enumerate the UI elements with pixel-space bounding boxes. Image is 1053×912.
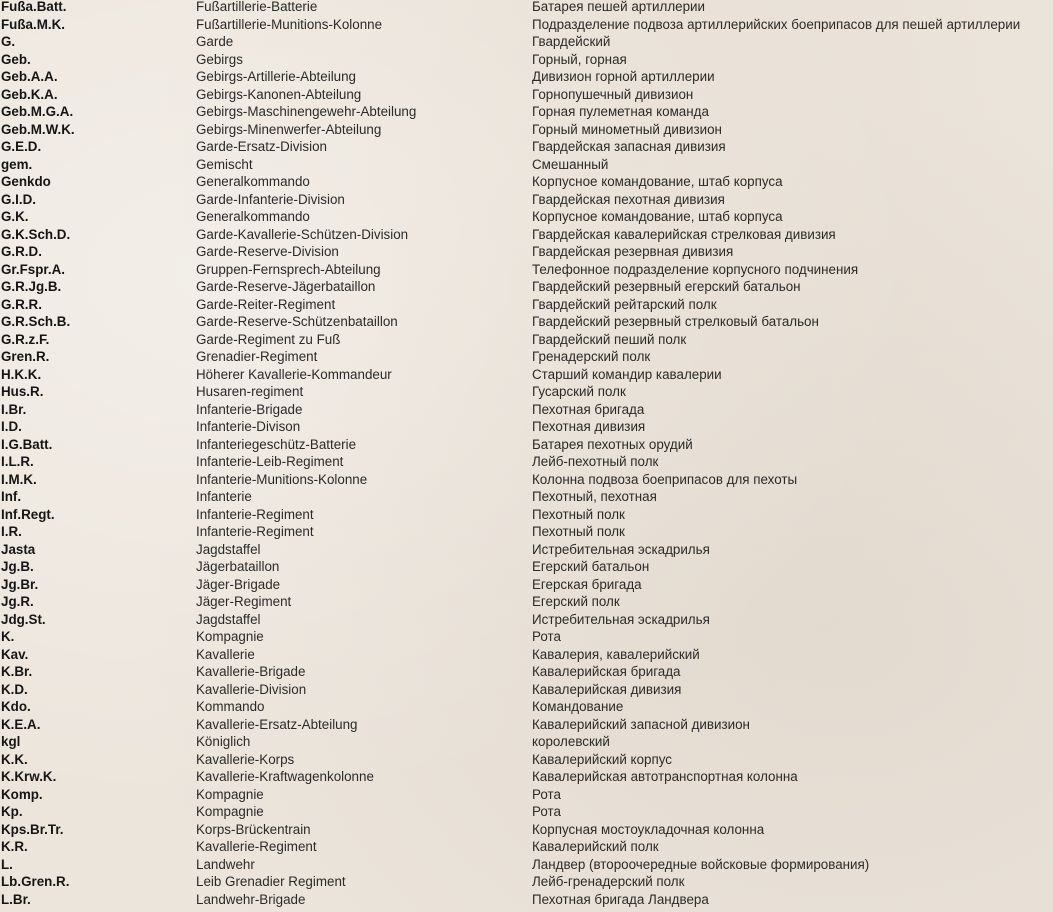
table-row <box>0 313 1053 331</box>
table-row <box>0 191 1053 209</box>
table-row <box>0 0 1053 16</box>
table-row <box>0 208 1053 226</box>
german-term-cell: Kavallerie-Kraftwagenkolonne <box>196 769 374 784</box>
abbreviation-cell: Genkdo <box>1 174 51 189</box>
abbreviation-cell: Jg.R. <box>1 594 34 609</box>
table-row <box>0 506 1053 524</box>
table-row <box>0 803 1053 821</box>
russian-translation-cell: Кавалерийская бригада <box>532 664 681 679</box>
russian-translation-cell: Батарея пешей артиллерии <box>532 0 706 14</box>
russian-translation-cell: Рота <box>532 786 561 802</box>
german-term-cell: Fußartillerie-Munitions-Kolonne <box>196 16 383 32</box>
abbreviation-cell: Inf. <box>1 489 22 504</box>
table-row <box>0 16 1053 34</box>
german-term-cell: Jagdstaffel <box>196 541 261 557</box>
german-term-cell: Landwehr <box>196 856 255 872</box>
table-row <box>0 733 1053 751</box>
abbreviation-cell: Geb. <box>1 51 31 67</box>
table-row <box>0 121 1053 139</box>
table-row <box>0 436 1053 454</box>
abbreviation-cell: K.R. <box>1 839 28 854</box>
german-term-cell: Kavallerie-Division <box>196 681 307 697</box>
german-term-cell: Jäger-Regiment <box>196 594 292 609</box>
russian-translation-cell: Гвардейская пехотная дивизия <box>532 191 725 207</box>
table-row <box>0 611 1053 629</box>
table-row <box>0 716 1053 734</box>
table-row <box>0 663 1053 681</box>
russian-translation-cell: Гвардейский резервный стрелковый батальон <box>532 314 819 329</box>
abbreviation-cell: K.K. <box>1 751 28 767</box>
german-term-cell: Garde <box>196 34 234 49</box>
german-term-cell: Königlich <box>196 734 251 749</box>
russian-translation-cell: Пехотный полк <box>532 506 625 522</box>
abbreviation-cell: Fußa.M.K. <box>1 16 65 32</box>
abbreviation-cell: Kdo. <box>1 699 31 714</box>
russian-translation-cell: Дивизион горной артиллерии <box>532 69 715 84</box>
german-term-cell: Garde-Kavallerie-Schützen-Division <box>196 226 409 242</box>
abbreviation-cell: Jdg.St. <box>1 611 46 627</box>
abbreviation-cell: K.Br. <box>1 664 33 679</box>
table-row <box>0 681 1053 699</box>
table-row <box>0 278 1053 296</box>
german-term-cell: Infanterie-Divison <box>196 419 301 434</box>
abbreviation-cell: G.R.D. <box>1 244 42 259</box>
table-row <box>0 86 1053 104</box>
russian-translation-cell: Горный, горная <box>532 51 627 67</box>
abbreviation-cell: G.R.Sch.B. <box>1 314 71 329</box>
abbreviation-cell: I.L.R. <box>1 454 34 469</box>
german-term-cell: Infanterie-Munitions-Kolonne <box>196 471 368 487</box>
abbreviation-cell: H.K.K. <box>1 366 42 382</box>
abbreviation-cell: Komp. <box>1 786 43 802</box>
russian-translation-cell: Егерская бригада <box>532 576 642 592</box>
abbreviation-cell: Gren.R. <box>1 349 50 364</box>
german-term-cell: Infanteriegeschütz-Batterie <box>196 436 357 452</box>
russian-translation-cell: Кавалерийский запасной дивизион <box>532 716 750 732</box>
russian-translation-cell: Горная пулеметная команда <box>532 104 709 119</box>
abbreviation-cell: G.K.Sch.D. <box>1 226 71 242</box>
russian-translation-cell: Истребительная эскадрилья <box>532 541 710 557</box>
table-row <box>0 523 1053 541</box>
german-term-cell: Garde-Regiment zu Fuß <box>196 331 341 347</box>
table-row <box>0 821 1053 839</box>
german-term-cell: Gebirgs <box>196 51 243 67</box>
abbreviation-cell: Jg.B. <box>1 559 34 574</box>
table-row <box>0 156 1053 174</box>
abbreviation-cell: I.M.K. <box>1 471 37 487</box>
german-term-cell: Generalkommando <box>196 174 310 189</box>
abbreviation-cell: K.Krw.K. <box>1 769 57 784</box>
german-term-cell: Kavallerie <box>196 646 255 662</box>
german-term-cell: Jägerbataillon <box>196 559 280 574</box>
russian-translation-cell: Корпусная мостоукладочная колонна <box>532 821 765 837</box>
russian-translation-cell: Подразделение подвоза артиллерийских боеприпасов для пешей артиллерии <box>532 16 1021 32</box>
table-row <box>0 33 1053 51</box>
german-term-cell: Infanterie-Brigade <box>196 401 303 417</box>
russian-translation-cell: Пехотная дивизия <box>532 419 646 434</box>
russian-translation-cell: Гвардейская запасная дивизия <box>532 139 726 154</box>
abbreviation-cell: G. <box>1 34 16 49</box>
russian-translation-cell: королевский <box>532 734 610 749</box>
table-row <box>0 51 1053 69</box>
abbreviation-cell: Kps.Br.Tr. <box>1 821 64 837</box>
table-row <box>0 243 1053 261</box>
abbreviation-cell: Geb.M.G.A. <box>1 104 74 119</box>
german-term-cell: Grenadier-Regiment <box>196 349 318 364</box>
german-term-cell: Kavallerie-Regiment <box>196 839 317 854</box>
russian-translation-cell: Командование <box>532 699 624 714</box>
german-term-cell: Garde-Infanterie-Division <box>196 191 345 207</box>
russian-translation-cell: Кавалерийская дивизия <box>532 681 682 697</box>
table-row <box>0 418 1053 436</box>
table-row <box>0 383 1053 401</box>
german-term-cell: Kompagnie <box>196 804 264 819</box>
german-term-cell: Kavallerie-Brigade <box>196 664 306 679</box>
russian-translation-cell: Пехотный, пехотная <box>532 489 657 504</box>
german-term-cell: Husaren-regiment <box>196 384 304 399</box>
german-term-cell: Gebirgs-Kanonen-Abteilung <box>196 86 362 102</box>
russian-translation-cell: Горнопушечный дивизион <box>532 86 694 102</box>
abbreviation-cell: Lb.Gren.R. <box>1 874 70 889</box>
abbreviation-cell: L.Br. <box>1 891 31 907</box>
russian-translation-cell: Гренадерский полк <box>532 349 651 364</box>
abbreviation-cell: Geb.A.A. <box>1 69 58 84</box>
table-row <box>0 698 1053 716</box>
table-row <box>0 646 1053 664</box>
table-row <box>0 68 1053 86</box>
german-term-cell: Gemischt <box>196 156 253 172</box>
russian-translation-cell: Пехотный полк <box>532 524 625 539</box>
abbreviation-cell: Geb.K.A. <box>1 86 58 102</box>
german-term-cell: Garde-Reiter-Regiment <box>196 296 336 312</box>
abbreviation-cell: G.I.D. <box>1 191 36 207</box>
german-term-cell: Gebirgs-Maschinengewehr-Abteilung <box>196 104 417 119</box>
abbreviation-cell: G.E.D. <box>1 139 42 154</box>
abbreviation-cell: Gr.Fspr.A. <box>1 261 65 277</box>
russian-translation-cell: Гвардейский рейтарский полк <box>532 296 717 312</box>
german-term-cell: Kommando <box>196 699 265 714</box>
german-term-cell: Leib Grenadier Regiment <box>196 874 346 889</box>
russian-translation-cell: Истребительная эскадрилья <box>532 611 710 627</box>
german-term-cell: Gebirgs-Artillerie-Abteilung <box>196 69 357 84</box>
table-row <box>0 751 1053 769</box>
table-row <box>0 838 1053 856</box>
abbreviation-cell: I.R. <box>1 524 22 539</box>
german-term-cell: Kavallerie-Ersatz-Abteilung <box>196 716 358 732</box>
german-term-cell: Garde-Reserve-Division <box>196 244 339 259</box>
russian-translation-cell: Лейб-гренадерский полк <box>532 874 685 889</box>
abbreviation-cell: Kp. <box>1 804 23 819</box>
german-term-cell: Generalkommando <box>196 209 310 224</box>
german-term-cell: Kavallerie-Korps <box>196 751 295 767</box>
abbreviation-cell: Fußa.Batt. <box>1 0 67 14</box>
russian-translation-cell: Егерский батальон <box>532 559 650 574</box>
table-row <box>0 558 1053 576</box>
table-row <box>0 453 1053 471</box>
table-row <box>0 401 1053 419</box>
german-term-cell: Fußartillerie-Batterie <box>196 0 318 14</box>
russian-translation-cell: Старший командир кавалерии <box>532 366 722 382</box>
abbreviation-cell: Jasta <box>1 541 36 557</box>
table-row <box>0 471 1053 489</box>
russian-translation-cell: Горный минометный дивизион <box>532 121 722 137</box>
table-row <box>0 138 1053 156</box>
abbreviation-cell: I.D. <box>1 419 22 434</box>
table-row <box>0 366 1053 384</box>
russian-translation-cell: Смешанный <box>532 156 609 172</box>
abbreviation-cell: kgl <box>1 734 21 749</box>
abbreviation-cell: gem. <box>1 156 33 172</box>
german-term-cell: Gebirgs-Minenwerfer-Abteilung <box>196 121 382 137</box>
russian-translation-cell: Пехотная бригада Ландвера <box>532 891 709 907</box>
table-row <box>0 226 1053 244</box>
russian-translation-cell: Кавалерийский корпус <box>532 751 672 767</box>
russian-translation-cell: Рота <box>532 804 561 819</box>
russian-translation-cell: Корпусное командование, штаб корпуса <box>532 209 783 224</box>
german-term-cell: Garde-Reserve-Schützenbataillon <box>196 314 398 329</box>
german-term-cell: Kompagnie <box>196 629 264 644</box>
russian-translation-cell: Гвардейская резервная дивизия <box>532 244 734 259</box>
russian-translation-cell: Колонна подвоза боеприпасов для пехоты <box>532 471 798 487</box>
abbreviation-cell: G.K. <box>1 209 29 224</box>
table-row <box>0 541 1053 559</box>
german-term-cell: Jagdstaffel <box>196 611 261 627</box>
table-row <box>0 348 1053 366</box>
german-term-cell: Infanterie-Regiment <box>196 506 314 522</box>
russian-translation-cell: Гвардейская кавалерийская стрелковая дивизия <box>532 226 836 242</box>
abbreviation-cell: G.R.z.F. <box>1 331 50 347</box>
table-row <box>0 873 1053 891</box>
russian-translation-cell: Пехотная бригада <box>532 401 645 417</box>
abbreviation-cell: Jg.Br. <box>1 576 39 592</box>
russian-translation-cell: Егерский полк <box>532 594 620 609</box>
table-row <box>0 296 1053 314</box>
german-term-cell: Kompagnie <box>196 786 264 802</box>
russian-translation-cell: Гвардейский <box>532 34 611 49</box>
table-row <box>0 261 1053 279</box>
table-row <box>0 576 1053 594</box>
russian-translation-cell: Корпусное командование, штаб корпуса <box>532 174 783 189</box>
russian-translation-cell: Гвардейский резервный егерский батальон <box>532 279 801 294</box>
table-row <box>0 331 1053 349</box>
table-row <box>0 173 1053 191</box>
german-term-cell: Landwehr-Brigade <box>196 891 306 907</box>
abbreviation-cell: I.G.Batt. <box>1 436 53 452</box>
german-term-cell: Höherer Kavallerie-Kommandeur <box>196 366 392 382</box>
abbreviation-cell: K.D. <box>1 681 28 697</box>
german-term-cell: Garde-Reserve-Jägerbataillon <box>196 279 376 294</box>
russian-translation-cell: Кавалерийская автотранспортная колонна <box>532 769 798 784</box>
abbreviation-cell: K. <box>1 629 15 644</box>
russian-translation-cell: Рота <box>532 629 561 644</box>
german-term-cell: Gruppen-Fernsprech-Abteilung <box>196 261 381 277</box>
german-term-cell: Korps-Brückentrain <box>196 821 311 837</box>
abbreviation-cell: K.E.A. <box>1 716 41 732</box>
abbreviation-cell: I.Br. <box>1 401 27 417</box>
abbreviation-cell: Kav. <box>1 646 29 662</box>
german-term-cell: Infanterie-Regiment <box>196 524 314 539</box>
table-row <box>0 628 1053 646</box>
table-row <box>0 768 1053 786</box>
german-term-cell: Infanterie <box>196 489 252 504</box>
russian-translation-cell: Батарея пехотных орудий <box>532 436 693 452</box>
russian-translation-cell: Лейб-пехотный полк <box>532 454 659 469</box>
russian-translation-cell: Гусарский полк <box>532 384 626 399</box>
table-row <box>0 488 1053 506</box>
table-row <box>0 593 1053 611</box>
german-term-cell: Jäger-Brigade <box>196 576 281 592</box>
abbreviation-cell: G.R.R. <box>1 296 42 312</box>
abbreviation-cell: L. <box>1 856 13 872</box>
table-row <box>0 786 1053 804</box>
table-row <box>0 103 1053 121</box>
table-row <box>0 856 1053 874</box>
abbreviation-cell: Inf.Regt. <box>1 506 55 522</box>
german-term-cell: Garde-Ersatz-Division <box>196 139 327 154</box>
abbreviation-cell: G.R.Jg.B. <box>1 279 62 294</box>
german-term-cell: Infanterie-Leib-Regiment <box>196 454 344 469</box>
table-row <box>0 891 1053 909</box>
abbreviation-cell: Geb.M.W.K. <box>1 121 75 137</box>
abbreviation-cell: Hus.R. <box>1 384 44 399</box>
russian-translation-cell: Кавалерия, кавалерийский <box>532 646 700 662</box>
russian-translation-cell: Кавалерийский полк <box>532 839 659 854</box>
russian-translation-cell: Телефонное подразделение корпусного подчинения <box>532 261 859 277</box>
russian-translation-cell: Ландвер (второочередные войсковые формирования) <box>532 856 870 872</box>
russian-translation-cell: Гвардейский пеший полк <box>532 331 687 347</box>
